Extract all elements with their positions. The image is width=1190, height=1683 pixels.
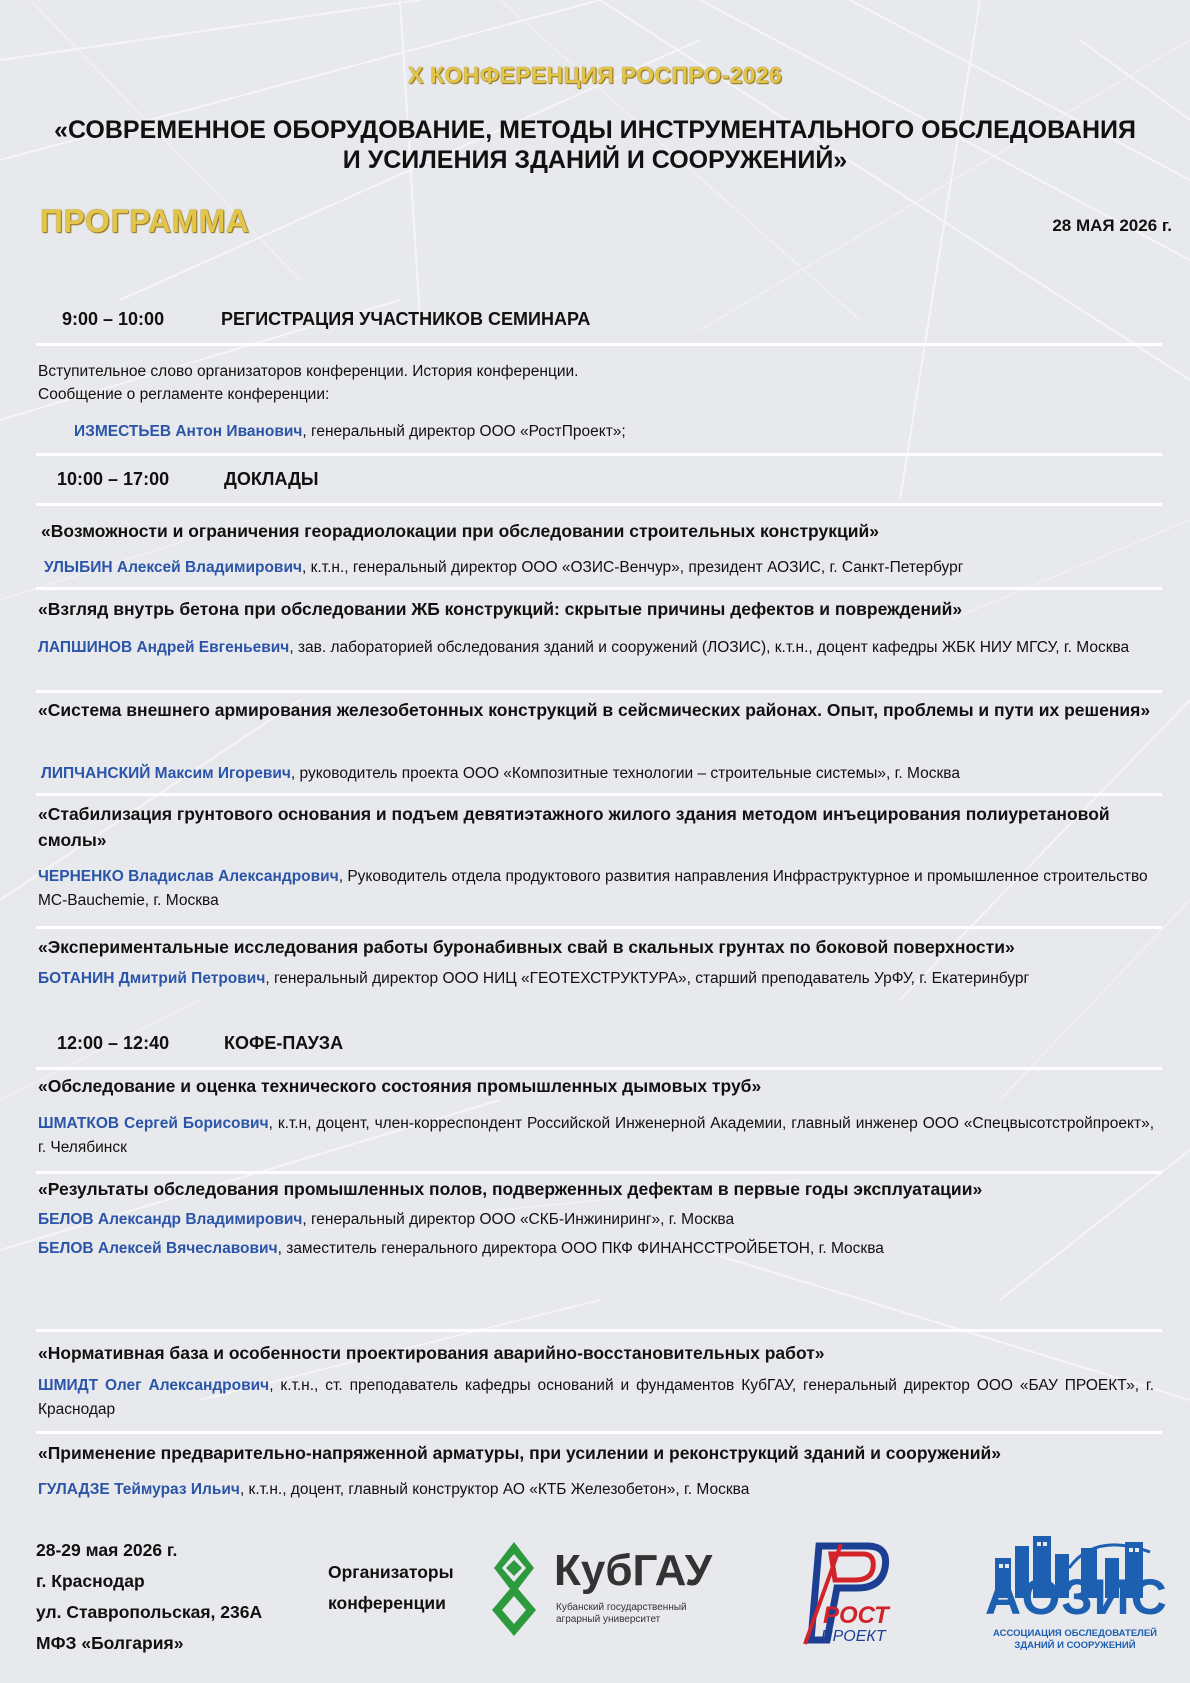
report-title: «Результаты обследования промышленных полов, подверженных дефектам в первые годы эксплуатации» [38,1179,983,1199]
divider [36,343,1162,346]
kubgau-subtitle: Кубанский государственный аграрный университет [556,1602,687,1625]
speaker-name: ИЗМЕСТЬЕВ Антон Иванович [74,423,303,440]
speaker-name: ГУЛАДЗЕ Теймураз Ильич [38,1481,240,1498]
theme-line-1: «СОВРЕМЕННОЕ ОБОРУДОВАНИЕ, МЕТОДЫ ИНСТРУМЕНТАЛЬНОГО ОБСЛЕДОВАНИЯ [54,116,1136,144]
report-speaker [38,967,1154,991]
report-title: «Стабилизация грунтового основания и подъем девятиэтажного жилого здания методом инъецирования полиуретановой смолы» [38,804,1110,850]
aozis-subtitle: АССОЦИАЦИЯ ОБСЛЕДОВАТЕЛЕЙ ЗДАНИЙ И СООРУЖЕНИЙ [993,1628,1157,1651]
speaker-name: БЕЛОВ Александр Владимирович [38,1211,303,1228]
report-speaker [38,865,1154,913]
speaker-name: ЛАПШИНОВ Андрей Евгеньевич [38,639,290,656]
rostproekt-logo [797,1540,897,1650]
speaker-info: , к.т.н, доцент, член-корреспондент Российской Инженерной Академии, главный инженер ООО «Спецвысотстройпроект», г. Челябинск [38,1115,1154,1156]
aozis-name: АОЗИС [985,1569,1168,1625]
report-title: «Нормативная база и особенности проектирования аварийно-восстановительных работ» [38,1343,825,1363]
speaker-info: , к.т.н., доцент, главный конструктор АО «КТБ Железобетон», г. Москва [239,1481,750,1498]
footer-date: 28-29 мая 2026 г. [36,1540,178,1560]
rostproekt-bottom: ПРОЕКТ [821,1628,886,1645]
report-title: «Система внешнего армирования железобетонных конструкций в сейсмических районах. Опыт, проблемы и пути их решения» [38,700,1151,720]
report-speaker [44,556,1160,580]
report-speaker [38,636,1154,660]
speaker-info: , к.т.н., ст. преподаватель кафедры оснований и фундаментов КубГАУ, генеральный директор ООО «БАУ ПРОЕКТ», г. Краснодар [38,1377,1154,1418]
report-speaker [38,1208,1154,1232]
report-speaker [38,1112,1154,1160]
aozis-logo [985,1528,1168,1658]
speaker-info: , зав. лабораторией обследования зданий и сооружений (ЛОЗИС), к.т.н., доцент кафедры ЖБК НИУ МГСУ, г. Москва [289,639,1130,656]
report-speaker [38,1374,1154,1422]
speaker-info: , заместитель генерального директора ООО ПКФ ФИНАНССТРОЙБЕТОН, г. Москва [277,1240,884,1257]
footer-city: г. Краснодар [36,1571,145,1591]
speaker-name: ЧЕРНЕНКО Владислав Александрович [38,868,339,885]
speaker-name: ШМАТКОВ Сергей Борисович [38,1115,269,1132]
intro-speaker [74,420,1154,444]
rostproekt-top: РОСТ [823,1602,889,1629]
kubgau-logo [486,1538,713,1638]
divider [36,793,1162,796]
speaker-name: БОТАНИН Дмитрий Петрович [38,970,266,987]
report-speaker [38,1478,1154,1502]
speaker-info: , Руководитель отдела продуктового развития направления Инфраструктурное и промышленное строительство MC-Bauchemie, г. Москва [38,868,1148,909]
divider [36,1067,1162,1070]
divider [36,1171,1162,1174]
conference-title: X КОНФЕРЕНЦИЯ РОСПРО-2026 [407,62,783,88]
intro-line-2: Сообщение о регламенте конференции: [38,386,330,403]
report-speaker [38,1237,1154,1261]
event-date: 28 МАЯ 2026 г. [1052,216,1172,235]
kubgau-emblem-icon [486,1538,542,1638]
report-title: «Обследование и оценка технического состояния промышленных дымовых труб» [38,1076,762,1096]
organizers-label: Организаторы конференции [328,1562,454,1613]
conference-theme [20,115,1170,175]
registration-label: РЕГИСТРАЦИЯ УЧАСТНИКОВ СЕМИНАРА [221,309,591,329]
registration-time: 9:00 – 10:00 [62,309,165,329]
report-speaker [41,762,1157,786]
speaker-name: ШМИДТ Олег Александрович [38,1377,270,1394]
coffee-label: КОФЕ-ПАУЗА [224,1033,344,1053]
footer-venue: МФЗ «Болгария» [36,1633,184,1653]
speaker-info: , генеральный директор ООО «СКБ-Инжиниринг», г. Москва [302,1211,735,1228]
speaker-name: УЛЫБИН Алексей Владимирович [44,559,302,576]
speaker-name: ЛИПЧАНСКИЙ Максим Игоревич [41,765,291,782]
coffee-time: 12:00 – 12:40 [57,1033,170,1053]
theme-line-2: И УСИЛЕНИЯ ЗДАНИЙ И СООРУЖЕНИЙ» [342,146,848,174]
divider [36,453,1162,456]
divider [36,926,1162,929]
intro-line-1: Вступительное слово организаторов конференции. История конференции. [38,363,579,380]
divider [36,503,1162,506]
event-address [36,1535,262,1659]
report-title: «Взгляд внутрь бетона при обследовании ЖБ конструкций: скрытые причины дефектов и повреждений» [38,599,963,619]
speaker-info: , генеральный директор ООО «РостПроект»; [302,423,626,440]
footer-street: ул. Ставропольская, 236А [36,1602,263,1622]
divider [36,1431,1162,1434]
divider [36,587,1162,590]
report-title: «Возможности и ограничения георадиолокации при обследовании строительных конструкций» [41,521,880,541]
reports-label: ДОКЛАДЫ [224,469,319,489]
speaker-info: , генеральный директор ООО НИЦ «ГЕОТЕХСТРУКТУРА», старший преподаватель УрФУ, г. Екатеринбург [265,970,1030,987]
speaker-name: БЕЛОВ Алексей Вячеславович [38,1240,278,1257]
report-title: «Экспериментальные исследования работы буронабивных свай в скальных грунтах по боковой поверхности» [38,937,1015,957]
divider [36,1329,1162,1332]
speaker-info: , к.т.н., генеральный директор ООО «ОЗИС-Венчур», президент АОЗИС, г. Санкт-Петербург [301,559,964,576]
report-title: «Применение предварительно-напряженной арматуры, при усилении и реконструкций зданий и сооружений» [38,1443,1001,1463]
intro-text [38,360,578,406]
kubgau-name: КубГАУ [554,1546,713,1595]
reports-time: 10:00 – 17:00 [57,469,170,489]
divider [36,690,1162,693]
speaker-info: , руководитель проекта ООО «Композитные технологии – строительные системы», г. Москва [290,765,960,782]
program-heading: ПРОГРАММА [40,203,250,239]
